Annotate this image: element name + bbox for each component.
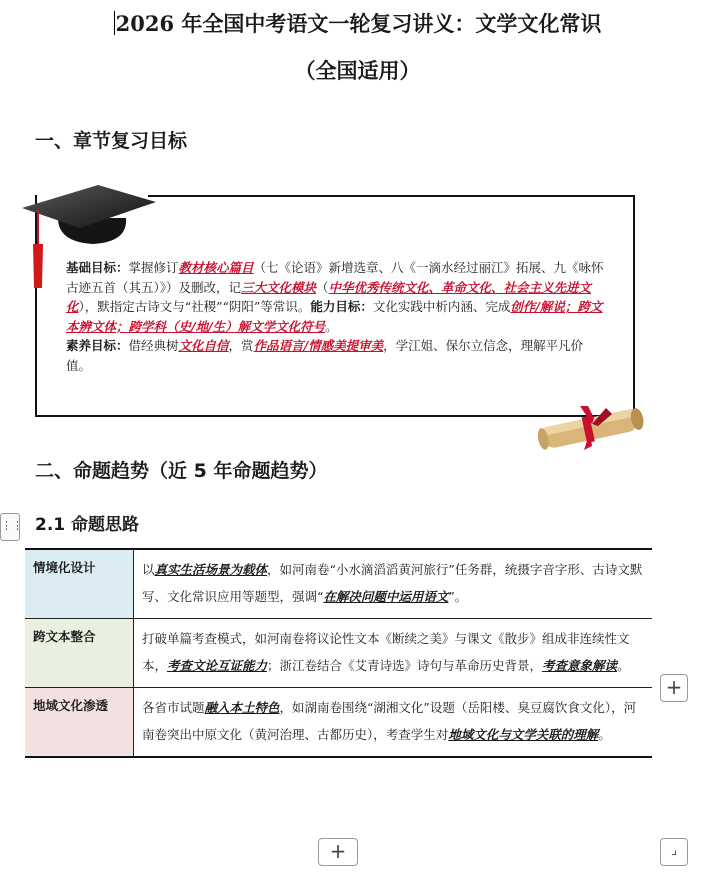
document-title[interactable]: 2026 年全国中考语文一轮复习讲义：文学文化常识 xyxy=(115,11,602,36)
objectives-text xyxy=(66,258,606,375)
document-subtitle[interactable]: （全国适用） xyxy=(294,58,421,83)
resize-icon: ⌟ xyxy=(670,843,678,858)
row-content[interactable]: 打破单篇考查模式，如河南卷将议论性文本《断续之美》与课文《散步》组成非连续性文本，考查文论互证能力；浙江卷结合《艾青诗选》诗句与革命历史背景，考查意象解读。 xyxy=(134,619,653,688)
table-row xyxy=(25,619,652,688)
add-row-button[interactable] xyxy=(660,674,688,702)
row-content[interactable]: 以真实生活场景为载体，如河南卷“小水滴滔滔黄河旅行”任务群，统摄字音字形、古诗文默写、文化常识应用等题型，强调“在解决问题中运用语文”。 xyxy=(134,549,653,619)
row-content[interactable]: 各省市试题融入本土特色，如湖南卷围绕“湖湘文化”设题（岳阳楼、臭豆腐饮食文化），河南卷突出中原文化（黄河治理、古都历史），考查学生对地域文化与文学关联的理解。 xyxy=(134,688,653,758)
row-label[interactable]: 情境化设计 xyxy=(25,549,134,619)
section1-heading[interactable]: 一、章节复习目标 xyxy=(35,130,188,152)
trend-table[interactable] xyxy=(25,548,652,758)
table-move-handle-icon[interactable]: ⋮⋮ xyxy=(0,513,20,541)
table-row xyxy=(25,688,652,758)
literacy-goal: 素养目标：借经典树文化自信，赏作品语言/情感美提审美，学江姐、保尔立信念，理解平凡价值。 xyxy=(66,338,584,373)
ability-goal: 能力目标： xyxy=(310,299,373,314)
text-cursor xyxy=(114,11,115,35)
diploma-scroll-icon xyxy=(530,402,650,454)
row-label[interactable]: 地域文化渗透 xyxy=(25,688,134,758)
frame-top-border xyxy=(148,195,635,197)
add-column-button[interactable] xyxy=(318,838,358,866)
plus-icon: + xyxy=(665,675,683,699)
subsection-heading[interactable]: 2.1 命题思路 xyxy=(35,515,140,535)
section2-heading[interactable]: 二、命题趋势（近 5 年命题趋势） xyxy=(35,460,328,482)
basic-goal: 基础目标：掌握修订教材核心篇目（七《论语》新增选章、八《一滴水经过丽江》拓展、九《咏怀古迹五首（其五）》）及删改，记三大文化模块（中华优秀传统文化、革命文化、社会主义先进文化），默指定古诗文与“社稷”“阴阳”等常识。能力目标：文化实践中析内涵、完成创作/解说；跨文本辨文体；跨学科（史/地/生）解文学文化符号。 xyxy=(66,260,604,334)
row-label[interactable]: 跨文本整合 xyxy=(25,619,134,688)
table-row xyxy=(25,549,652,619)
table-resize-button[interactable] xyxy=(660,838,688,866)
plus-icon: + xyxy=(329,839,347,863)
